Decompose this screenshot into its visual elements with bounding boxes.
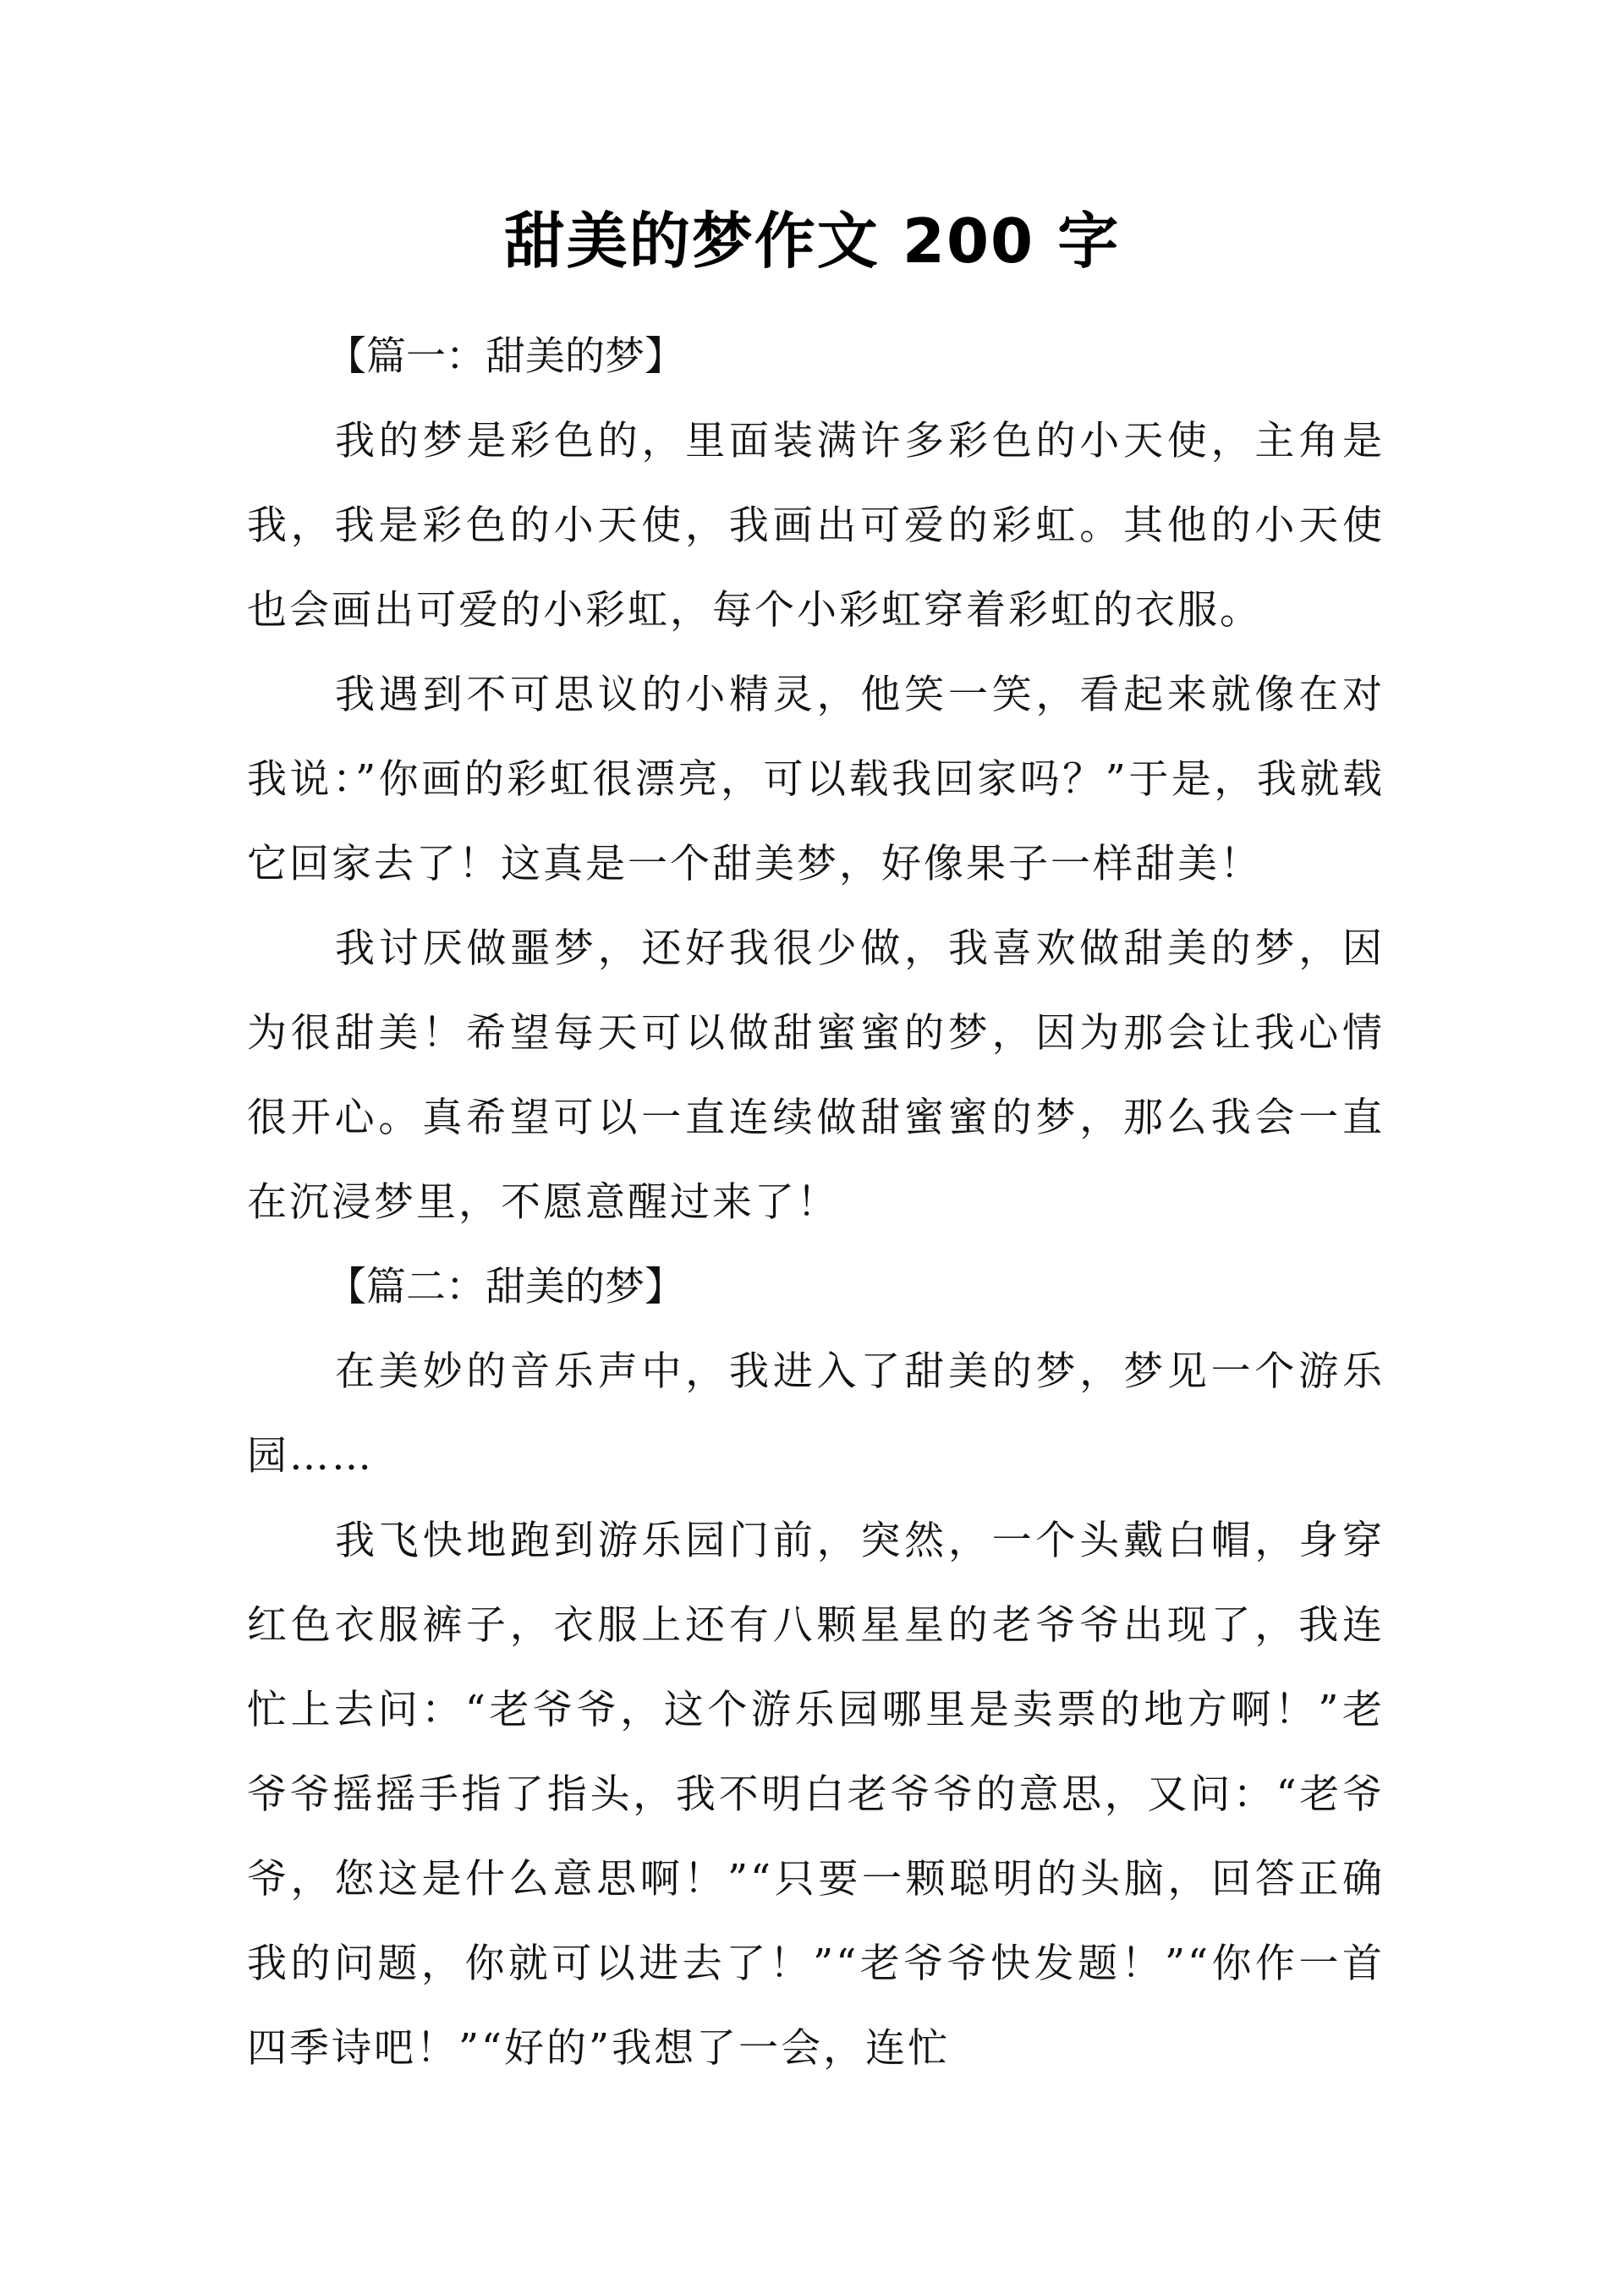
paragraph: 在美妙的音乐声中，我进入了甜美的梦，梦见一个游乐园……	[247, 1348, 1385, 1480]
paragraph: 我飞快地跑到游乐园门前，突然，一个头戴白帽，身穿红色衣服裤子，衣服上还有八颗星星的老爷爷出现了，我连忙上去问：“老爷爷，这个游乐园哪里是卖票的地方啊！”老爷爷摇摇手指了指头，我不明白老爷爷的意思，又问：“老爷爷，您这是什么意思啊！”“只要一颗聪明的头脑，回答正确我的问题，你就可以进去了！”“老爷爷快发题！”“你作一首四季诗吧！”“好的”我想了一会，连忙	[247, 1518, 1385, 2072]
paragraph: 我的梦是彩色的，里面装满许多彩色的小天使，主角是我，我是彩色的小天使，我画出可爱的彩虹。其他的小天使也会画出可爱的小彩虹，每个小彩虹穿着彩虹的衣服。	[247, 418, 1385, 634]
document-title: 甜美的梦作文 200 字	[503, 206, 1121, 277]
paragraph: 我讨厌做噩梦，还好我很少做，我喜欢做甜美的梦，因为很甜美！希望每天可以做甜蜜蜜的梦，因为那会让我心情很开心。真希望可以一直连续做甜蜜蜜的梦，那么我会一直在沉浸梦里，不愿意醒过来了！	[247, 925, 1385, 1226]
section-heading: 【篇二：甜美的梦】	[326, 1264, 684, 1310]
paragraph: 我遇到不可思议的小精灵，他笑一笑，看起来就像在对我说：”你画的彩虹很漂亮，可以载我回家吗？”于是，我就载它回家去了！这真是一个甜美梦，好像果子一样甜美！	[247, 672, 1385, 887]
section-heading: 【篇一：甜美的梦】	[326, 333, 684, 380]
section-2	[247, 1245, 1385, 2091]
section-1	[247, 315, 1385, 1245]
document-body	[247, 315, 1385, 2091]
